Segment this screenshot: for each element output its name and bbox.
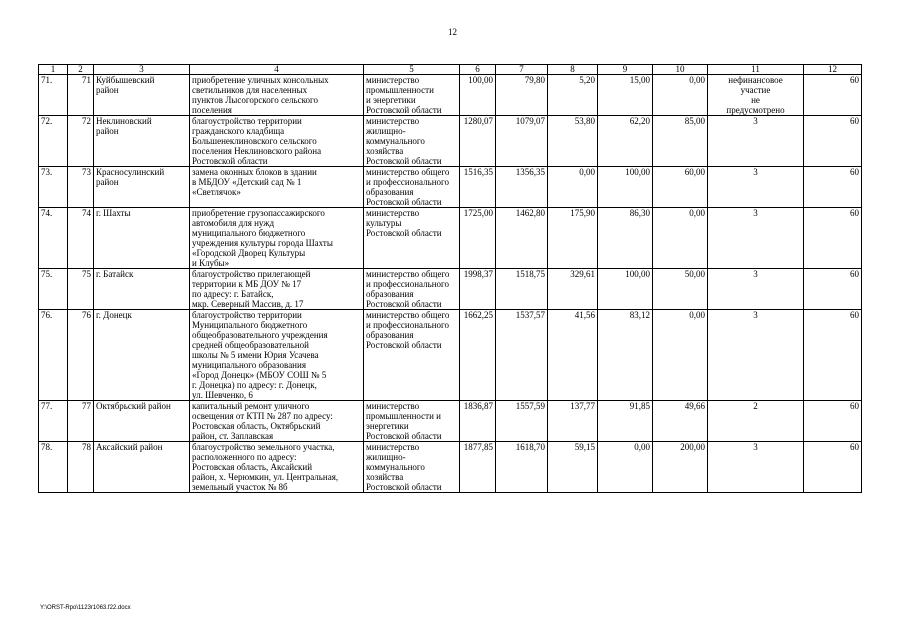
value-cell-12: 60: [804, 116, 862, 167]
ministry-cell: министерство жилищно- коммунального хозяйства Ростовской области: [364, 442, 460, 493]
value-cell-11: 3: [708, 310, 804, 401]
value-cell-12: 60: [804, 167, 862, 208]
description-cell: приобретение уличных консольных светильников для населенных пунктов Лысогорского сельского поселения: [190, 75, 364, 116]
header-cell: 1: [39, 65, 68, 75]
description-cell: приобретение грузопассажирского автомобиля для нужд муниципального бюджетного учреждения культуры города Шахты «Городской Дворец Культуры и Клубы»: [190, 208, 364, 269]
value-cell-7: 1356,35: [496, 167, 548, 208]
value-cell-9: 62,20: [598, 116, 653, 167]
value-cell-12: 60: [804, 269, 862, 310]
value-cell-7: 1557,59: [496, 401, 548, 442]
value-cell-11: 2: [708, 401, 804, 442]
row-id-cell: 72: [68, 116, 94, 167]
header-cell: 10: [653, 65, 708, 75]
value-cell-9: 100,00: [598, 269, 653, 310]
value-cell-11: 3: [708, 442, 804, 493]
ministry-cell: министерство общего и профессионального образования Ростовской области: [364, 310, 460, 401]
row-id-cell: 75: [68, 269, 94, 310]
value-cell-10: 0,00: [653, 208, 708, 269]
value-cell-8: 53,80: [548, 116, 598, 167]
row-id-cell: 76: [68, 310, 94, 401]
value-cell-9: 86,30: [598, 208, 653, 269]
value-cell-10: 85,00: [653, 116, 708, 167]
value-cell-12: 60: [804, 208, 862, 269]
row-id-cell: 73: [68, 167, 94, 208]
header-cell: 2: [68, 65, 94, 75]
value-cell-9: 15,00: [598, 75, 653, 116]
data-table: [38, 64, 862, 493]
value-cell-8: 0,00: [548, 167, 598, 208]
value-cell-6: 1662,25: [460, 310, 496, 401]
table-row: [39, 167, 862, 208]
value-cell-6: 1516,35: [460, 167, 496, 208]
value-cell-9: 100,00: [598, 167, 653, 208]
table-row: [39, 310, 862, 401]
value-cell-10: 49,66: [653, 401, 708, 442]
table-row: [39, 401, 862, 442]
description-cell: благоустройство территории Муниципального бюджетного общеобразовательного учреждения средней общеобразовательной школы № 5 имени Юрия Усачева муниципального образования «Город Донецк» (МБОУ СОШ № 5 г. Донецка) по адресу: г. Донецк, ул. Шевченко, 6: [190, 310, 364, 401]
ministry-cell: министерство культуры Ростовской области: [364, 208, 460, 269]
value-cell-11: 3: [708, 167, 804, 208]
value-cell-6: 100,00: [460, 75, 496, 116]
value-cell-10: 0,00: [653, 310, 708, 401]
description-cell: капитальный ремонт уличного освещения от КТП № 287 по адресу: Ростовская область, Октябрьский район, ст. Заплавская: [190, 401, 364, 442]
table-row: [39, 75, 862, 116]
value-cell-6: 1725,00: [460, 208, 496, 269]
header-cell: 3: [94, 65, 190, 75]
value-cell-7: 1518,75: [496, 269, 548, 310]
area-cell: г. Батайск: [94, 269, 190, 310]
value-cell-7: 79,80: [496, 75, 548, 116]
value-cell-8: 41,56: [548, 310, 598, 401]
row-number-cell: 71.: [39, 75, 68, 116]
area-cell: Красносулинский район: [94, 167, 190, 208]
row-number-cell: 75.: [39, 269, 68, 310]
value-cell-11: 3: [708, 208, 804, 269]
description-cell: благоустройство земельного участка, расположенного по адресу: Ростовская область, Аксайский район, х. Черюмкин, ул. Центральная, земельный участок № 8б: [190, 442, 364, 493]
ministry-cell: министерство промышленности и энергетики Ростовской области: [364, 75, 460, 116]
value-cell-7: 1079,07: [496, 116, 548, 167]
value-cell-12: 60: [804, 75, 862, 116]
value-cell-8: 137,77: [548, 401, 598, 442]
table-row: [39, 269, 862, 310]
footer-file-path: Y:\ORST-Rpo\1123r1063.f22.docx: [40, 605, 131, 611]
ministry-cell: министерство промышленности и энергетики Ростовской области: [364, 401, 460, 442]
value-cell-6: 1877,85: [460, 442, 496, 493]
value-cell-8: 329,61: [548, 269, 598, 310]
value-cell-6: 1998,37: [460, 269, 496, 310]
header-cell: 5: [364, 65, 460, 75]
header-cell: 7: [496, 65, 548, 75]
row-id-cell: 78: [68, 442, 94, 493]
row-number-cell: 73.: [39, 167, 68, 208]
page-number: 12: [448, 27, 457, 37]
header-row: [39, 65, 862, 75]
ministry-cell: министерство общего и профессионального образования Ростовской области: [364, 167, 460, 208]
area-cell: г. Шахты: [94, 208, 190, 269]
value-cell-9: 0,00: [598, 442, 653, 493]
row-number-cell: 77.: [39, 401, 68, 442]
area-cell: Куйбышевский район: [94, 75, 190, 116]
value-cell-10: 60,00: [653, 167, 708, 208]
value-cell-8: 5,20: [548, 75, 598, 116]
row-id-cell: 74: [68, 208, 94, 269]
value-cell-6: 1836,87: [460, 401, 496, 442]
value-cell-8: 175,90: [548, 208, 598, 269]
value-cell-12: 60: [804, 442, 862, 493]
value-cell-10: 50,00: [653, 269, 708, 310]
ministry-cell: министерство жилищно- коммунального хозяйства Ростовской области: [364, 116, 460, 167]
description-cell: благоустройство территории гражданского кладбища Большенеклиновского сельского поселения Неклиновского района Ростовской области: [190, 116, 364, 167]
row-id-cell: 77: [68, 401, 94, 442]
table-row: [39, 208, 862, 269]
row-number-cell: 72.: [39, 116, 68, 167]
header-cell: 12: [804, 65, 862, 75]
value-cell-10: 0,00: [653, 75, 708, 116]
header-cell: 8: [548, 65, 598, 75]
value-cell-8: 59,15: [548, 442, 598, 493]
value-cell-7: 1462,80: [496, 208, 548, 269]
value-cell-6: 1280,07: [460, 116, 496, 167]
row-number-cell: 76.: [39, 310, 68, 401]
value-cell-11: 3: [708, 116, 804, 167]
area-cell: Аксайский район: [94, 442, 190, 493]
value-cell-11: 3: [708, 269, 804, 310]
header-cell: 9: [598, 65, 653, 75]
value-cell-9: 91,85: [598, 401, 653, 442]
ministry-cell: министерство общего и профессионального образования Ростовской области: [364, 269, 460, 310]
header-cell: 4: [190, 65, 364, 75]
description-cell: замена оконных блоков в здании в МБДОУ «Детский сад № 1 «Светлячок»: [190, 167, 364, 208]
header-cell: 6: [460, 65, 496, 75]
value-cell-9: 83,12: [598, 310, 653, 401]
value-cell-10: 200,00: [653, 442, 708, 493]
description-cell: благоустройство прилегающей территории к МБ ДОУ № 17 по адресу: г. Батайск, мкр. Северный Массив, д. 17: [190, 269, 364, 310]
value-cell-7: 1618,70: [496, 442, 548, 493]
area-cell: Неклиновский район: [94, 116, 190, 167]
table-row: [39, 116, 862, 167]
value-cell-12: 60: [804, 401, 862, 442]
area-cell: г. Донецк: [94, 310, 190, 401]
row-number-cell: 78.: [39, 442, 68, 493]
table-row: [39, 442, 862, 493]
value-cell-11: нефинансовое участие не предусмотрено: [708, 75, 804, 116]
value-cell-12: 60: [804, 310, 862, 401]
row-number-cell: 74.: [39, 208, 68, 269]
row-id-cell: 71: [68, 75, 94, 116]
area-cell: Октябрьский район: [94, 401, 190, 442]
header-cell: 11: [708, 65, 804, 75]
value-cell-7: 1537,57: [496, 310, 548, 401]
